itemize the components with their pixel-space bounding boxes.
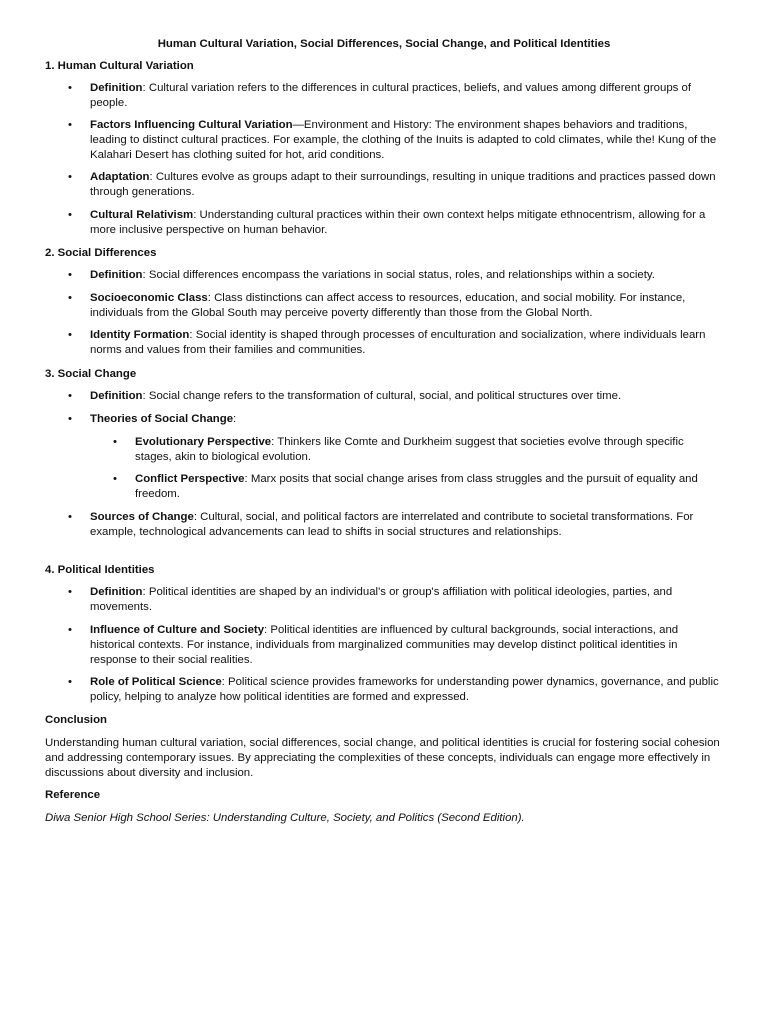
bullet-term: Definition — [90, 82, 143, 94]
bullet-term: Adaptation — [90, 171, 150, 183]
bullet-term: Influence of Culture and Society — [90, 624, 265, 636]
bullet-term: Sources of Change — [90, 511, 194, 523]
bullet-item — [90, 585, 722, 615]
bullet-item — [90, 208, 722, 238]
bullet-text: : Cultural, social, and political factors are interrelated and contribute to societal transformations. For example, technological advancements can lead to shifts in social structures and relationships. — [90, 511, 694, 538]
bullet-text: : Understanding cultural practices within their own context helps mitigate ethnocentrism, allowing for a more inclusive perspective on human behavior. — [90, 209, 706, 236]
bullet-item — [90, 510, 722, 540]
bullet-term: Definition — [90, 269, 143, 281]
bullet-term: Identity Formation — [90, 329, 190, 341]
reference-heading: Reference — [45, 789, 101, 801]
document-title: Human Cultural Variation, Social Differences, Social Change, and Political Identities — [157, 38, 611, 50]
bullet-term: Conflict Perspective — [135, 473, 245, 485]
bullet-term: Theories of Social Change — [90, 413, 234, 425]
bullet-text: : Class distinctions can affect access to resources, education, and social mobility. For instance, individuals from the Global South may perceive poverty differently than those from the Global North. — [90, 292, 686, 319]
bullet-item — [90, 81, 722, 111]
bullet-term: Role of Political Science — [90, 676, 222, 688]
bullet-text: : Cultural variation refers to the differences in cultural practices, beliefs, and values among different groups of people. — [90, 82, 692, 109]
bullet-item — [90, 389, 722, 404]
section-heading: 2. Social Differences — [45, 247, 157, 259]
bullet-item — [90, 412, 722, 427]
conclusion-text: Understanding human cultural variation, social differences, social change, and political identities is crucial for fostering social cohesion and addressing contemporary issues. By appreciating the complexities of these concepts, individuals can engage more effectively in discussions about diversity and inclusion. — [45, 737, 720, 779]
sub-bullet-item — [135, 435, 722, 465]
bullet-item — [90, 675, 722, 705]
bullet-item — [90, 328, 722, 358]
bullet-term: Socioeconomic Class — [90, 292, 208, 304]
bullet-item — [90, 268, 722, 283]
bullet-text: : Political identities are influenced by cultural backgrounds, social interactions, and historical contexts. For instance, individuals from marginalized communities may develop distinct political identities in response to their social realities. — [90, 624, 679, 666]
bullet-text: : Social differences encompass the variations in social status, roles, and relationships within a society. — [142, 269, 655, 281]
bullet-text: : Marx posits that social change arises from class struggles and the pursuit of equality and freedom. — [135, 473, 698, 500]
section-heading: 3. Social Change — [45, 368, 137, 380]
bullet-item — [90, 291, 722, 321]
section-heading: 4. Political Identities — [45, 564, 155, 576]
bullet-text: : Thinkers like Comte and Durkheim suggest that societies evolve through specific stages, akin to biological evolution. — [135, 436, 684, 463]
bullet-text: —Environment and History: The environment shapes behaviors and traditions, leading to distinct cultural practices. For example, the clothing of the Inuits is adapted to cold climates, while the! Kung of the Kalahari Desert has clothing suited for hot, arid conditions. — [90, 119, 717, 161]
bullet-term: Definition — [90, 586, 143, 598]
bullet-text: : Social identity is shaped through processes of enculturation and socialization, where individuals learn norms and values from their families and communities. — [90, 329, 706, 356]
bullet-term: Factors Influencing Cultural Variation — [90, 119, 293, 131]
bullet-text: : Political identities are shaped by an individual's or group's affiliation with political ideologies, parties, and movements. — [90, 586, 673, 613]
sub-bullet-item — [135, 472, 722, 502]
bullet-term: Evolutionary Perspective — [135, 436, 272, 448]
bullet-text: : — [233, 413, 237, 425]
bullet-term: Cultural Relativism — [90, 209, 194, 221]
bullet-term: Definition — [90, 390, 143, 402]
bullet-item — [90, 623, 722, 668]
bullet-item — [90, 170, 722, 200]
section-heading: 1. Human Cultural Variation — [45, 60, 194, 72]
conclusion-heading: Conclusion — [45, 714, 108, 726]
bullet-text: : Political science provides frameworks for understanding power dynamics, governance, and public policy, helping to analyze how political identities are formed and expressed. — [90, 676, 719, 703]
reference-text: Diwa Senior High School Series: Understanding Culture, Society, and Politics (Second Edition). — [45, 812, 525, 824]
bullet-text: : Social change refers to the transformation of cultural, social, and political structures over time. — [142, 390, 622, 402]
bullet-item — [90, 118, 722, 163]
bullet-text: : Cultures evolve as groups adapt to their surroundings, resulting in unique traditions and practices passed down through generations. — [90, 171, 716, 198]
